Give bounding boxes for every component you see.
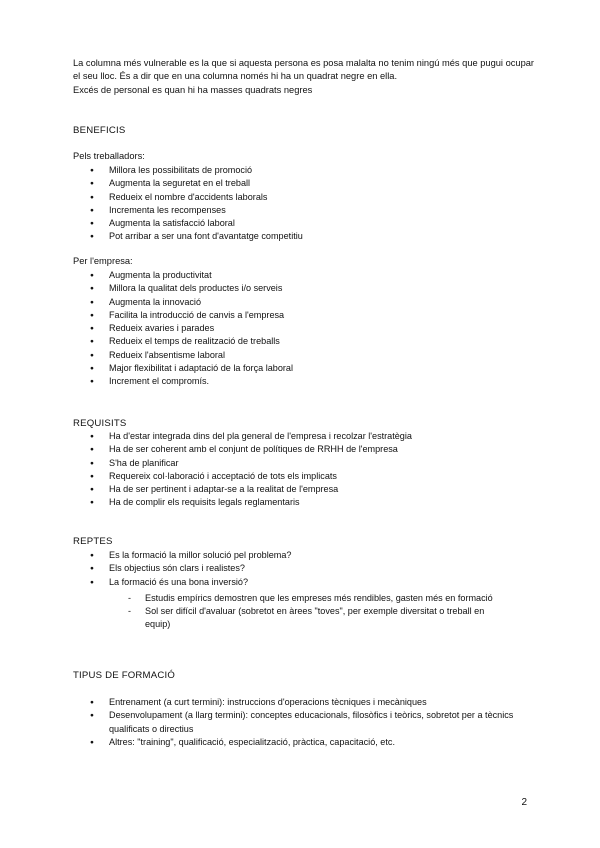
sublist-item: - Estudis empírics demostren que les empreses més rendibles, gasten més en formació (109, 592, 507, 605)
list-item: ● Ha de ser pertinent i adaptar-se a la realitat de l'empresa (73, 483, 533, 496)
list-item: ● Pot arribar a ser una font d'avantatge competitiu (73, 230, 533, 243)
list-item: ● Redueix el temps de realització de treballs (73, 335, 533, 348)
intro-line-2: Excés de personal es quan hi ha masses quadrats negres (73, 84, 313, 95)
list-item: ● Increment el compromís. (73, 375, 533, 388)
sublist-item: - Sol ser difícil d'avaluar (sobretot en àrees "toves", per exemple diversitat o treball en equip) (109, 605, 507, 632)
training-types-list (73, 696, 533, 749)
company-benefits-list (73, 269, 533, 389)
list-item-text: La formació és una bona inversió? (109, 576, 249, 587)
list-item: ● Redueix el nombre d'accidents laborals (73, 191, 533, 204)
list-item: ● Desenvolupament (a llarg termini): conceptes educacionals, filosòfics i teòrics, sobretot per a tècnics qualificats o directius (73, 709, 533, 736)
list-item: ● Facilita la introducció de canvis a l'empresa (73, 309, 533, 322)
list-item: ● Es la formació la millor solució pel problema? (73, 549, 533, 562)
section-heading-reptes: REPTES (73, 536, 113, 547)
list-item: ● S'ha de planificar (73, 457, 533, 470)
requirements-list (73, 430, 533, 510)
list-item: ● Altres: "training", qualificació, especialització, pràctica, capacitació, etc. (73, 736, 533, 749)
list-item: ● Entrenament (a curt termini): instruccions d'operacions tècniques i mecàniques (73, 696, 533, 709)
list-item: ● Millora les possibilitats de promoció (73, 164, 533, 177)
list-item (73, 576, 533, 632)
section-heading-requisits: REQUISITS (73, 418, 127, 429)
list-item: ● Augmenta la seguretat en el treball (73, 177, 533, 190)
page-number: 2 (521, 797, 527, 808)
list-item: ● Incrementa les recompenses (73, 204, 533, 217)
list-item: ● Major flexibilitat i adaptació de la força laboral (73, 362, 533, 375)
list-item: ● Augmenta la innovació (73, 296, 533, 309)
workers-label: Pels treballadors: (73, 151, 145, 161)
list-item: ● Millora la qualitat dels productes i/o serveis (73, 282, 533, 295)
intro-paragraph (73, 57, 543, 97)
section-heading-beneficis: BENEFICIS (73, 125, 126, 136)
workers-benefits-list (73, 164, 533, 244)
challenges-sublist (109, 592, 507, 632)
list-item: ● Augmenta la productivitat (73, 269, 533, 282)
section-heading-tipus-formacio: TIPUS DE FORMACIÓ (73, 670, 176, 681)
company-label: Per l'empresa: (73, 256, 133, 266)
list-item: ● Requereix col·laboració i acceptació de tots els implicats (73, 470, 533, 483)
list-item: ● Augmenta la satisfacció laboral (73, 217, 533, 230)
challenges-list (73, 549, 533, 632)
list-item: ● Ha d'estar integrada dins del pla general de l'empresa i recolzar l'estratègia (73, 430, 533, 443)
list-item: ● Ha de complir els requisits legals reglamentaris (73, 496, 533, 509)
intro-line-1: La columna més vulnerable es la que si aquesta persona es posa malalta no tenim ningú més que pugui ocupar el seu lloc. És a dir que en una columna només hi ha un quadrat negre en ella. (73, 58, 534, 82)
list-item: ● Redueix avaries i parades (73, 322, 533, 335)
list-item: ● Ha de ser coherent amb el conjunt de polítiques de RRHH de l'empresa (73, 443, 533, 456)
list-item: ● Els objectius són clars i realistes? (73, 562, 533, 575)
list-item: ● Redueix l'absentisme laboral (73, 349, 533, 362)
